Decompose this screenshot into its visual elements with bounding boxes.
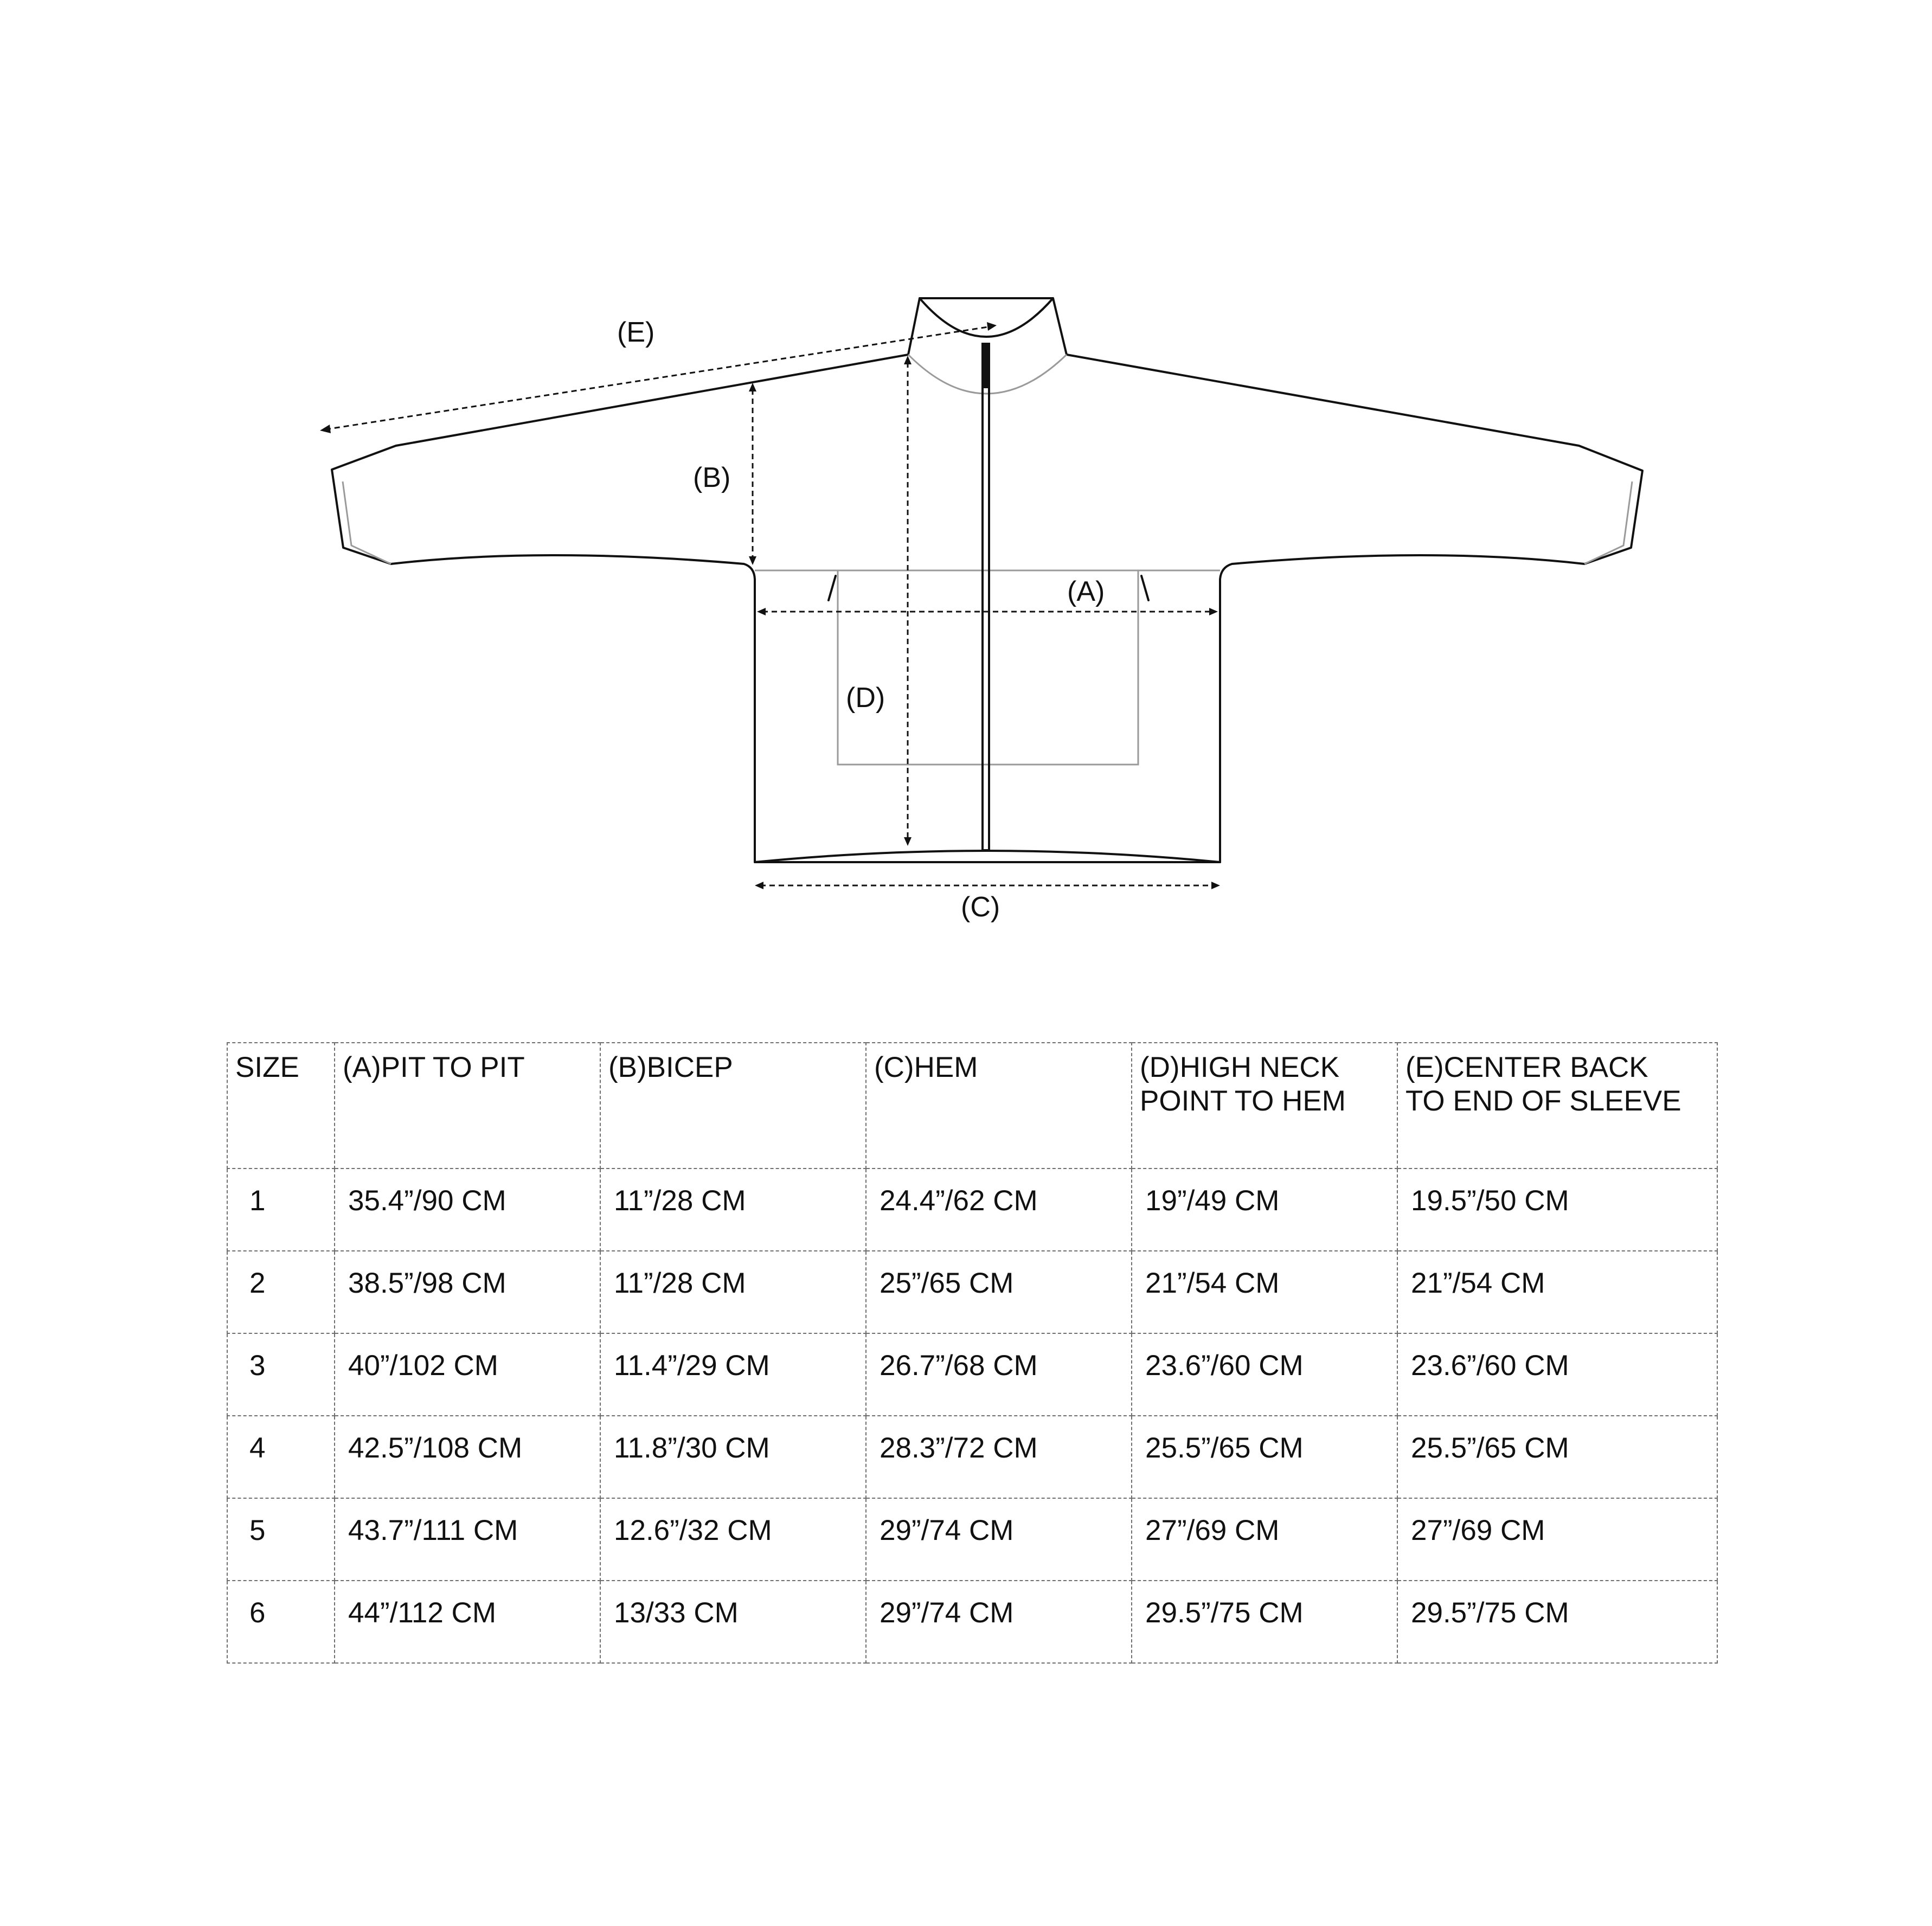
header-center-back-to-end-of-sleeve: (E)CENTER BACK TO END OF SLEEVE xyxy=(1397,1043,1717,1169)
header-size: SIZE xyxy=(227,1043,335,1169)
header-high-neck-point-to-hem: (D)HIGH NECK POINT TO HEM xyxy=(1132,1043,1397,1169)
dimension-c-arrow-right xyxy=(1211,882,1220,889)
right-cuff xyxy=(1584,482,1632,564)
cell-bicep: 11.4”/29 CM xyxy=(600,1333,866,1416)
cell-high-neck-point-to-hem: 25.5”/65 CM xyxy=(1132,1416,1397,1498)
cell-pit-to-pit: 43.7”/111 CM xyxy=(335,1498,600,1581)
table-row xyxy=(227,1333,1717,1416)
label-b: (B) xyxy=(693,462,731,493)
cell-size: 6 xyxy=(227,1581,335,1663)
cell-size: 1 xyxy=(227,1169,335,1251)
label-e: (E) xyxy=(617,317,655,348)
cell-hem: 29”/74 CM xyxy=(866,1581,1132,1663)
dimension-a-arrow-right xyxy=(1209,608,1218,615)
collar-inner-curve xyxy=(920,298,1053,337)
dimension-a-arrow-left xyxy=(757,608,766,615)
left-cuff xyxy=(343,482,391,564)
cell-hem: 29”/74 CM xyxy=(866,1498,1132,1581)
cell-size: 5 xyxy=(227,1498,335,1581)
table-row xyxy=(227,1581,1717,1663)
table-row xyxy=(227,1498,1717,1581)
label-a: (A) xyxy=(1067,576,1105,607)
cell-hem: 24.4”/62 CM xyxy=(866,1169,1132,1251)
dimension-c-arrow-left xyxy=(755,882,763,889)
cell-pit-to-pit: 38.5”/98 CM xyxy=(335,1251,600,1333)
cell-high-neck-point-to-hem: 23.6”/60 CM xyxy=(1132,1333,1397,1416)
cell-size: 4 xyxy=(227,1416,335,1498)
dimension-b-arrow-bottom xyxy=(749,556,756,565)
cell-pit-to-pit: 42.5”/108 CM xyxy=(335,1416,600,1498)
header-pit-to-pit: (A)PIT TO PIT xyxy=(335,1043,600,1169)
cell-pit-to-pit: 40”/102 CM xyxy=(335,1333,600,1416)
cell-hem: 28.3”/72 CM xyxy=(866,1416,1132,1498)
label-c: (C) xyxy=(961,891,1000,923)
cell-center-back-to-end-of-sleeve: 23.6”/60 CM xyxy=(1397,1333,1717,1416)
cell-hem: 26.7”/68 CM xyxy=(866,1333,1132,1416)
cell-high-neck-point-to-hem: 21”/54 CM xyxy=(1132,1251,1397,1333)
cell-hem: 25”/65 CM xyxy=(866,1251,1132,1333)
dimension-b-arrow-top xyxy=(749,383,756,391)
cell-size: 3 xyxy=(227,1333,335,1416)
zipper xyxy=(983,351,989,850)
label-d: (D) xyxy=(846,682,885,714)
cell-center-back-to-end-of-sleeve: 21”/54 CM xyxy=(1397,1251,1717,1333)
cell-pit-to-pit: 44”/112 CM xyxy=(335,1581,600,1663)
dimension-e-line xyxy=(325,326,991,429)
cell-high-neck-point-to-hem: 29.5”/75 CM xyxy=(1132,1581,1397,1663)
cell-pit-to-pit: 35.4”/90 CM xyxy=(335,1169,600,1251)
cell-center-back-to-end-of-sleeve: 27”/69 CM xyxy=(1397,1498,1717,1581)
cell-high-neck-point-to-hem: 27”/69 CM xyxy=(1132,1498,1397,1581)
table-row xyxy=(227,1416,1717,1498)
cell-center-back-to-end-of-sleeve: 25.5”/65 CM xyxy=(1397,1416,1717,1498)
table-row xyxy=(227,1169,1717,1251)
pocket-opening-right xyxy=(1141,576,1148,600)
dimension-e-arrow-end xyxy=(987,322,997,331)
cell-bicep: 11.8”/30 CM xyxy=(600,1416,866,1498)
header-hem: (C)HEM xyxy=(866,1043,1132,1169)
cell-bicep: 12.6”/32 CM xyxy=(600,1498,866,1581)
jacket-outline xyxy=(332,355,1642,862)
cell-bicep: 13/33 CM xyxy=(600,1581,866,1663)
header-bicep: (B)BICEP xyxy=(600,1043,866,1169)
pocket-opening-left xyxy=(829,576,836,600)
size-chart-table xyxy=(227,1042,1718,1664)
cell-center-back-to-end-of-sleeve: 29.5”/75 CM xyxy=(1397,1581,1717,1663)
cell-bicep: 11”/28 CM xyxy=(600,1251,866,1333)
hem-curve xyxy=(755,851,1220,862)
dimension-e-arrow-start xyxy=(320,425,331,433)
table-row xyxy=(227,1251,1717,1333)
cell-size: 2 xyxy=(227,1251,335,1333)
cell-bicep: 11”/28 CM xyxy=(600,1169,866,1251)
zipper-pull xyxy=(981,343,990,388)
table-header-row xyxy=(227,1043,1717,1169)
cell-center-back-to-end-of-sleeve: 19.5”/50 CM xyxy=(1397,1169,1717,1251)
cell-high-neck-point-to-hem: 19”/49 CM xyxy=(1132,1169,1397,1251)
dimension-d-arrow-bottom xyxy=(904,837,912,846)
